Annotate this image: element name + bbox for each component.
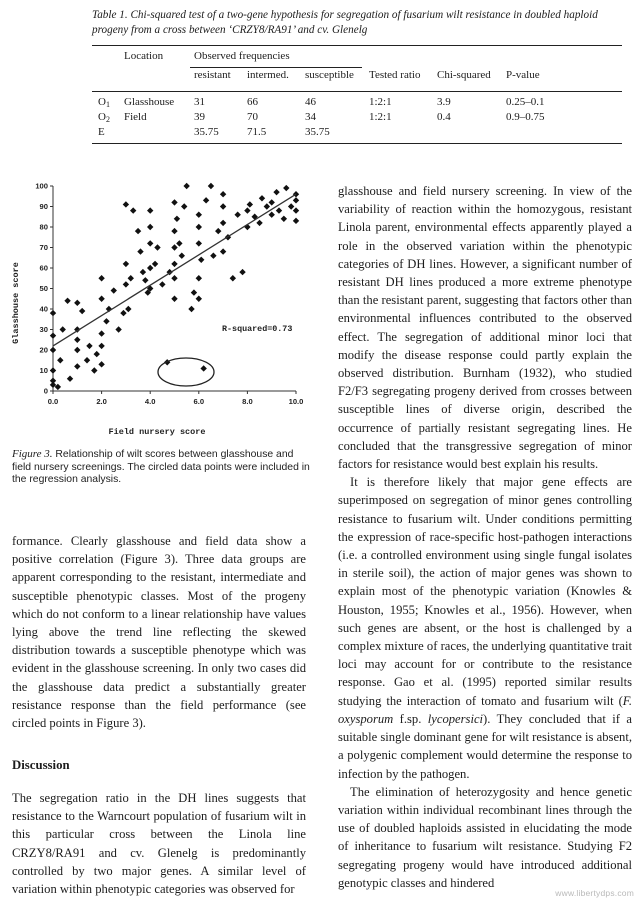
row-2-label: $O_2$ bbox=[98, 111, 110, 124]
right-paragraph-2-italic: F. oxysporum bbox=[338, 693, 632, 726]
y-tick-label: 30 bbox=[39, 325, 48, 335]
x-tick-label: 8.0 bbox=[242, 397, 253, 406]
x-axis-title: Field nursery score bbox=[108, 427, 206, 437]
table-header-location: Location bbox=[124, 50, 164, 62]
r-squared-annotation: R-squared=0.73 bbox=[222, 324, 293, 334]
row-1-location: Glasshouse bbox=[124, 96, 175, 108]
right-paragraph-2-part-c: ). They concluded that if a suitable single dominant gene for wilt resistance is absent, a polygenic complement would determine the response to infection by the pathogen. bbox=[338, 711, 632, 781]
row-2-susceptible: 34 bbox=[305, 111, 316, 123]
y-tick-label: 100 bbox=[35, 181, 48, 191]
watermark-text: www.libertydps.com bbox=[555, 888, 634, 898]
y-tick-label: 40 bbox=[39, 304, 48, 314]
table-header-tested-ratio: Tested ratio bbox=[369, 69, 421, 81]
table-header-resistant: resistant bbox=[194, 69, 231, 81]
y-tick-label: 10 bbox=[39, 366, 48, 376]
row-1-resistant: 31 bbox=[194, 96, 205, 108]
right-paragraph-2-italic-2: lycopersici bbox=[427, 711, 484, 726]
table-caption bbox=[92, 8, 622, 38]
x-tick-label: 2.0 bbox=[96, 397, 107, 406]
table-top-rule bbox=[92, 45, 622, 46]
x-tick-label: 0.0 bbox=[47, 397, 59, 406]
y-tick-label: 0 bbox=[43, 386, 48, 396]
y-tick-label: 50 bbox=[39, 284, 48, 294]
x-tick-label: 4.0 bbox=[144, 397, 156, 406]
left-column-text bbox=[12, 532, 306, 732]
row-3-label: E bbox=[98, 126, 105, 138]
row-2-p-value: 0.9–0.75 bbox=[506, 111, 545, 123]
table-header-intermed: intermed. bbox=[247, 69, 289, 81]
figure-caption-text: Relationship of wilt scores between glasshouse and field nursery screenings. The circled data points were included in the regression analysis. bbox=[12, 449, 310, 485]
table-header-p-value: P-value bbox=[506, 69, 540, 81]
right-paragraph-3: The elimination of heterozygosity and hence genetic variation within individual recombinant lines through the use of doubled haploids assisted in elucidating the mode of inheritance to fusarium wilt resistance. Studying F2 segregating progeny would have introduced additional genotypic classes and hindered bbox=[338, 784, 632, 890]
table-header-susceptible: susceptible bbox=[305, 69, 354, 81]
row-2-chi: 0.4 bbox=[437, 111, 451, 123]
figure-3-chart bbox=[8, 178, 310, 440]
left-paragraph: formance. Clearly glasshouse and field data show a positive correlation (Figure 3). Three data groups are apparent corresponding to the resistant, intermediate and susceptible phenotypic classes. Most of the progeny which do not conform to a linear relationship have values lying above the trend line reflecting the skewed distribution towards a susceptible phenotype which was evident in the glasshouse screening. In only two cases did the glasshouse data predict a substantially greater resistance response than the field performance (see circled points in Figure 3). bbox=[12, 534, 306, 731]
row-2-resistant: 39 bbox=[194, 111, 205, 123]
y-tick-label: 70 bbox=[39, 243, 48, 253]
row-1-p-value: 0.25–0.1 bbox=[506, 96, 545, 108]
row-1-label: $O_1$ bbox=[98, 96, 110, 109]
row-3-intermed: 71.5 bbox=[247, 126, 267, 138]
row-1-chi: 3.9 bbox=[437, 96, 451, 108]
row-2-ratio: 1:2:1 bbox=[369, 111, 392, 123]
y-tick-label: 90 bbox=[39, 202, 48, 212]
y-tick-label: 20 bbox=[39, 345, 48, 355]
right-paragraph-2-part-b: f.sp. bbox=[393, 711, 428, 726]
right-paragraph-2 bbox=[338, 473, 632, 782]
x-tick-label: 10.0 bbox=[288, 397, 304, 406]
right-column-text bbox=[338, 182, 632, 892]
table-bottom-rule bbox=[92, 143, 622, 144]
y-tick-label: 60 bbox=[39, 263, 48, 273]
row-1-susceptible: 46 bbox=[305, 96, 316, 108]
figure-caption bbox=[12, 448, 312, 487]
row-2-location: Field bbox=[124, 111, 147, 123]
y-tick-label: 80 bbox=[39, 222, 48, 232]
table-header-rule bbox=[92, 91, 622, 92]
x-tick-label: 6.0 bbox=[193, 397, 205, 406]
y-axis-title: Glasshouse score bbox=[11, 262, 21, 344]
table-header-observed: Observed frequencies bbox=[194, 50, 290, 62]
row-1-ratio: 1:2:1 bbox=[369, 96, 392, 108]
row-1-intermed: 66 bbox=[247, 96, 258, 108]
row-3-susceptible: 35.75 bbox=[305, 126, 330, 138]
row-3-resistant: 35.75 bbox=[194, 126, 219, 138]
figure-label: Figure 3. bbox=[12, 448, 53, 460]
right-paragraph-2-part-a: It is therefore likely that major gene effects are superimposed on segregation of minor genes controlling resistance to fusarium wilt. Under conditions permitting the expression of race-specific host-pathogen interactions (i.e. a controlled environment using single fungal isolates in sterile soil), the action of major genes was shown to explain most of the phenotypic variation (Knowles & Houston, 1955; Knowles et al., 1956). However, when such genes are absent, or the host is challenged by a complex mixture of races, the underlying quantitative trait loci may account for or contribute to the resistance response. Gao et al. (1995) reported similar results studying the interaction of tomato and fusarium wilt ( bbox=[338, 475, 632, 708]
right-paragraph-1: glasshouse and field nursery screening. In view of the variability of reaction within the homozygous, resistant Linola parent, environmental effects apparently played a role in the observed variation within the phenotypic categories of DH lines. However, a significant number of resistant DH lines produced a more extreme phenotype than the resistant parent, suggesting that factors other than environmental influences contributed to the observed effect. The segregation of additional minor loci that modify the disease response could partly explain the observed distribution. Burnham (1932), who studied F2/F3 segregating progeny derived from crosses between susceptible lines of diverse origin, described the occurrence of partially resistant segregating lines. He concluded that the transgressive segregation of minor factors for resistance would best explain his results. bbox=[338, 184, 632, 472]
table-label: Table 1. bbox=[92, 9, 128, 21]
discussion-heading: Discussion bbox=[12, 758, 70, 772]
row-2-intermed: 70 bbox=[247, 111, 258, 123]
scatter-plot bbox=[8, 178, 310, 440]
discussion-paragraph: The segregation ratio in the DH lines suggests that resistance to the Warncourt population of fusarium wilt in this particular cross between the Linola line CRZY8/RA91 and cv. Glenelg is predominantly controlled by two major genes. A similar level of variation within phenotypic categories was observed for bbox=[12, 791, 306, 897]
table-header-chi-squared: Chi-squared bbox=[437, 69, 491, 81]
table-subheader-rule bbox=[190, 67, 362, 68]
table-caption-text: Chi-squared test of a two-gene hypothesis for segregation of fusarium wilt resistance in doubled haploid progeny from a cross between ‘CRZY8/RA91’ and cv. Glenelg bbox=[92, 9, 598, 36]
